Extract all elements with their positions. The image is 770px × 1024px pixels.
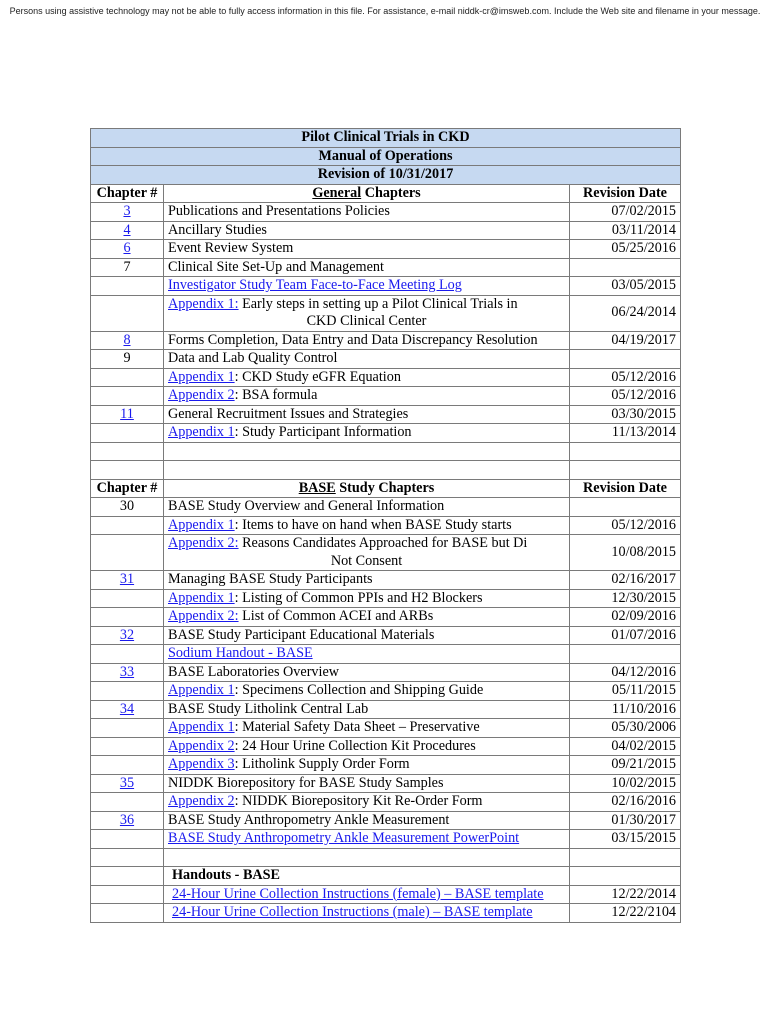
title-text: Reasons Candidates Approached for BASE but Di bbox=[238, 535, 528, 551]
date-text: 05/30/2006 bbox=[611, 719, 677, 735]
date-text: 10/02/2015 bbox=[611, 774, 677, 791]
revision-date bbox=[570, 608, 681, 627]
chapter-cell bbox=[91, 368, 164, 387]
date-text: 02/16/2016 bbox=[611, 793, 677, 809]
revision-date bbox=[570, 904, 681, 923]
table-row bbox=[91, 295, 681, 331]
chapter-cell bbox=[91, 387, 164, 406]
revision-date bbox=[570, 589, 681, 608]
date-text: 03/05/2015 bbox=[611, 277, 677, 293]
date-text: 04/12/2016 bbox=[611, 663, 677, 680]
chapter-number: 9 bbox=[123, 350, 131, 366]
title-cell bbox=[164, 700, 570, 719]
chapter-cell bbox=[91, 498, 164, 517]
date-text: 12/22/2104 bbox=[611, 904, 677, 920]
title-cell bbox=[164, 571, 570, 590]
title-line-2: Manual of Operations bbox=[91, 147, 681, 166]
chapters-table bbox=[90, 128, 681, 923]
document-link[interactable]: Appendix 1 bbox=[168, 516, 235, 533]
table-row bbox=[91, 589, 681, 608]
chapter-cell bbox=[91, 904, 164, 923]
date-text: 11/13/2014 bbox=[611, 424, 677, 440]
table-row bbox=[91, 424, 681, 443]
table-row bbox=[91, 774, 681, 793]
chapter-cell bbox=[91, 535, 164, 571]
revision-date bbox=[570, 221, 681, 240]
title-text: : BSA formula bbox=[234, 387, 318, 403]
base-chapters-header: BASE Study Chapters bbox=[164, 479, 570, 498]
revision-date bbox=[570, 700, 681, 719]
title-cell bbox=[164, 424, 570, 443]
revision-date bbox=[570, 295, 681, 331]
date-text: 05/12/2016 bbox=[611, 516, 677, 533]
date-text: 04/02/2015 bbox=[611, 737, 677, 754]
table-row bbox=[91, 645, 681, 664]
chapter-cell bbox=[91, 258, 164, 277]
title-text: BASE Study Participant Educational Materials bbox=[168, 626, 435, 643]
date-text: 03/30/2015 bbox=[611, 405, 677, 422]
revision-date bbox=[570, 885, 681, 904]
document-link[interactable]: Appendix 1 bbox=[168, 368, 235, 385]
date-text: 03/11/2014 bbox=[611, 221, 677, 238]
title-cell bbox=[164, 626, 570, 645]
chapter-cell bbox=[91, 350, 164, 369]
date-text: 05/12/2016 bbox=[611, 387, 677, 403]
table-row bbox=[91, 793, 681, 812]
chapter-link[interactable]: 8 bbox=[123, 331, 131, 348]
handouts-title: Handouts - BASE bbox=[164, 867, 570, 886]
chapter-cell bbox=[91, 737, 164, 756]
chapter-cell bbox=[91, 626, 164, 645]
title-cell bbox=[164, 350, 570, 369]
date-text: 05/12/2016 bbox=[611, 368, 677, 385]
title-text: General Recruitment Issues and Strategies bbox=[168, 405, 409, 422]
chapter-cell bbox=[91, 885, 164, 904]
table-row bbox=[91, 516, 681, 535]
title-text-continued: Not Consent bbox=[330, 552, 403, 569]
title-cell bbox=[164, 793, 570, 812]
chapter-link[interactable]: 31 bbox=[119, 571, 135, 587]
chapter-link[interactable]: 33 bbox=[119, 663, 135, 680]
table-row bbox=[91, 626, 681, 645]
table-row bbox=[91, 221, 681, 240]
date-text: 07/02/2015 bbox=[611, 203, 677, 219]
document-link[interactable]: Sodium Handout - BASE bbox=[168, 645, 313, 661]
document-link[interactable]: Appendix 1 bbox=[168, 589, 235, 606]
revision-date bbox=[570, 737, 681, 756]
table-row bbox=[91, 387, 681, 406]
table-row bbox=[91, 830, 681, 849]
date-text: 02/16/2017 bbox=[611, 571, 677, 587]
document-link[interactable]: Appendix 2 bbox=[168, 387, 235, 403]
title-cell bbox=[164, 535, 570, 571]
title-text-continued: CKD Clinical Center bbox=[306, 313, 427, 329]
chapter-cell bbox=[91, 608, 164, 627]
title-cell bbox=[164, 811, 570, 830]
title-text: BASE Study Anthropometry Ankle Measurement bbox=[168, 811, 450, 828]
title-text: BASE Study Litholink Central Lab bbox=[168, 700, 369, 717]
chapter-cell bbox=[91, 700, 164, 719]
document-link[interactable]: Appendix 2 bbox=[168, 737, 235, 754]
chapter-link[interactable]: 6 bbox=[123, 240, 131, 256]
title-text: Event Review System bbox=[168, 240, 294, 256]
date-text: 09/21/2015 bbox=[611, 756, 677, 772]
title-text: : Study Participant Information bbox=[234, 424, 412, 440]
chapter-link[interactable]: 34 bbox=[119, 700, 135, 717]
chapter-cell bbox=[91, 295, 164, 331]
title-text: Ancillary Studies bbox=[168, 221, 267, 238]
document-link[interactable]: Appendix 3 bbox=[168, 756, 235, 772]
table-row bbox=[91, 608, 681, 627]
title-text: : Listing of Common PPIs and H2 Blockers bbox=[234, 589, 483, 606]
revision-date bbox=[570, 258, 681, 277]
table-row bbox=[91, 682, 681, 701]
table-row bbox=[91, 571, 681, 590]
title-cell bbox=[164, 589, 570, 608]
chapter-cell bbox=[91, 793, 164, 812]
revision-date bbox=[570, 793, 681, 812]
title-cell bbox=[164, 608, 570, 627]
title-cell bbox=[164, 203, 570, 222]
chapter-cell bbox=[91, 240, 164, 259]
chapter-link[interactable]: 3 bbox=[123, 203, 131, 219]
chapter-cell bbox=[91, 331, 164, 350]
table-row bbox=[91, 350, 681, 369]
chapter-cell bbox=[91, 516, 164, 535]
chapter-cell bbox=[91, 589, 164, 608]
title-text: NIDDK Biorepository for BASE Study Samples bbox=[168, 774, 444, 791]
chapter-cell bbox=[91, 424, 164, 443]
table-row bbox=[91, 498, 681, 517]
document-link[interactable]: Appendix 2 bbox=[168, 793, 235, 809]
title-line-1: Pilot Clinical Trials in CKD bbox=[91, 129, 681, 148]
revision-date bbox=[570, 830, 681, 849]
chapter-col-header: Chapter # bbox=[91, 184, 164, 203]
table-row bbox=[91, 700, 681, 719]
revision-date bbox=[570, 240, 681, 259]
date-text: 05/11/2015 bbox=[611, 682, 677, 698]
title-text: Clinical Site Set-Up and Management bbox=[168, 258, 384, 275]
revision-date bbox=[570, 811, 681, 830]
chapter-cell bbox=[91, 756, 164, 775]
handout-row bbox=[91, 885, 681, 904]
title-text: List of Common ACEI and ARBs bbox=[238, 608, 434, 624]
document-link[interactable]: Investigator Study Team Face-to-Face Meeting Log bbox=[168, 277, 462, 293]
date-text: 01/30/2017 bbox=[611, 811, 677, 828]
revision-date bbox=[570, 756, 681, 775]
title-cell bbox=[164, 258, 570, 277]
date-text: 12/22/2014 bbox=[611, 885, 677, 902]
table-row bbox=[91, 368, 681, 387]
date-text: 11/10/2016 bbox=[611, 700, 677, 717]
spacer-row bbox=[91, 442, 681, 461]
base-header-row bbox=[91, 479, 681, 498]
table-row bbox=[91, 663, 681, 682]
title-text: Early steps in setting up a Pilot Clinical Trials in bbox=[238, 295, 518, 312]
title-cell bbox=[164, 756, 570, 775]
title-cell bbox=[164, 830, 570, 849]
chapter-link[interactable]: 35 bbox=[119, 774, 135, 791]
revision-date-header: Revision Date bbox=[570, 479, 681, 498]
chapter-cell bbox=[91, 682, 164, 701]
table-row bbox=[91, 405, 681, 424]
revision-date bbox=[570, 516, 681, 535]
title-cell bbox=[164, 277, 570, 296]
chapter-cell bbox=[91, 811, 164, 830]
revision-date bbox=[570, 571, 681, 590]
revision-date bbox=[570, 331, 681, 350]
title-cell bbox=[164, 498, 570, 517]
title-cell bbox=[164, 516, 570, 535]
title-text: : Material Safety Data Sheet – Preservative bbox=[234, 719, 480, 735]
chapter-cell bbox=[91, 405, 164, 424]
title-text: : 24 Hour Urine Collection Kit Procedures bbox=[234, 737, 476, 754]
chapter-cell bbox=[91, 663, 164, 682]
chapter-cell bbox=[91, 719, 164, 738]
handouts-header-row bbox=[91, 867, 681, 886]
title-text: : Litholink Supply Order Form bbox=[234, 756, 410, 772]
revision-date bbox=[570, 626, 681, 645]
date-text: 05/25/2016 bbox=[611, 240, 677, 256]
accessibility-notice: Persons using assistive technology may not be able to fully access information in this file. For assistance, e-mail niddk-cr@imsweb.com. Include the Web site and filename in your message. bbox=[9, 6, 761, 16]
title-text: : CKD Study eGFR Equation bbox=[234, 368, 401, 385]
revision-date bbox=[570, 405, 681, 424]
chapter-number: 7 bbox=[123, 258, 131, 275]
document-link[interactable]: Appendix 1 bbox=[168, 424, 235, 440]
title-text: Data and Lab Quality Control bbox=[168, 350, 338, 366]
table-row bbox=[91, 203, 681, 222]
revision-date bbox=[570, 663, 681, 682]
spacer-row bbox=[91, 848, 681, 867]
title-text: BASE Laboratories Overview bbox=[168, 663, 339, 680]
chapter-link[interactable]: 4 bbox=[123, 221, 131, 238]
document-link[interactable]: Appendix 1: bbox=[168, 295, 239, 312]
title-cell bbox=[164, 368, 570, 387]
general-header-row bbox=[91, 184, 681, 203]
chapter-cell bbox=[91, 830, 164, 849]
date-text: 06/24/2014 bbox=[611, 304, 677, 321]
revision-date bbox=[570, 424, 681, 443]
title-cell bbox=[164, 719, 570, 738]
title-cell bbox=[164, 387, 570, 406]
chapter-cell bbox=[91, 277, 164, 296]
title-cell bbox=[164, 774, 570, 793]
revision-date-header: Revision Date bbox=[570, 184, 681, 203]
title-cell bbox=[164, 331, 570, 350]
chapter-link[interactable]: 36 bbox=[119, 811, 135, 828]
revision-date bbox=[570, 535, 681, 571]
title-cell bbox=[164, 737, 570, 756]
revision-date bbox=[570, 682, 681, 701]
title-cell bbox=[164, 682, 570, 701]
spacer-row bbox=[91, 461, 681, 480]
title-text: Forms Completion, Data Entry and Data Discrepancy Resolution bbox=[168, 331, 538, 348]
revision-date bbox=[570, 277, 681, 296]
handout-link[interactable]: 24-Hour Urine Collection Instructions (female) – BASE template bbox=[172, 885, 544, 902]
title-cell bbox=[164, 405, 570, 424]
title-cell bbox=[164, 645, 570, 664]
chapter-cell bbox=[91, 203, 164, 222]
revision-date bbox=[570, 645, 681, 664]
title-cell bbox=[164, 240, 570, 259]
table-row bbox=[91, 737, 681, 756]
table-row bbox=[91, 719, 681, 738]
date-text: 03/15/2015 bbox=[611, 830, 677, 846]
handout-link[interactable]: 24-Hour Urine Collection Instructions (male) – BASE template bbox=[172, 904, 533, 920]
handout-row bbox=[91, 904, 681, 923]
title-text: Managing BASE Study Participants bbox=[168, 571, 373, 587]
table-row bbox=[91, 240, 681, 259]
date-text: 12/30/2015 bbox=[611, 589, 677, 606]
chapter-cell bbox=[91, 774, 164, 793]
title-text: : Items to have on hand when BASE Study starts bbox=[234, 516, 512, 533]
table-row bbox=[91, 277, 681, 296]
chapter-cell bbox=[91, 571, 164, 590]
title-cell bbox=[164, 663, 570, 682]
title-text: : Specimens Collection and Shipping Guide bbox=[234, 682, 484, 698]
date-text: 10/08/2015 bbox=[611, 543, 677, 560]
chapter-link[interactable]: 11 bbox=[120, 405, 134, 422]
date-text: 04/19/2017 bbox=[611, 331, 677, 348]
title-cell bbox=[164, 885, 570, 904]
document-link[interactable]: Appendix 1 bbox=[168, 682, 235, 698]
table-row bbox=[91, 535, 681, 571]
document-link[interactable]: BASE Study Anthropometry Ankle Measurement PowerPoint bbox=[168, 830, 520, 846]
chapter-col-header: Chapter # bbox=[91, 479, 164, 498]
title-text: : NIDDK Biorepository Kit Re-Order Form bbox=[234, 793, 483, 809]
title-cell bbox=[164, 221, 570, 240]
document-link[interactable]: Appendix 1 bbox=[168, 719, 235, 735]
revision-date bbox=[570, 719, 681, 738]
table-row bbox=[91, 756, 681, 775]
revision-date bbox=[570, 203, 681, 222]
chapter-number: 30 bbox=[119, 498, 135, 514]
title-line-3: Revision of 10/31/2017 bbox=[91, 166, 681, 185]
general-chapters-header: General Chapters bbox=[164, 184, 570, 203]
chapter-link[interactable]: 32 bbox=[119, 626, 135, 643]
revision-date bbox=[570, 498, 681, 517]
table-row bbox=[91, 811, 681, 830]
title-cell bbox=[164, 295, 570, 331]
document-link[interactable]: Appendix 2: bbox=[168, 535, 239, 551]
date-text: 02/09/2016 bbox=[611, 608, 677, 624]
revision-date bbox=[570, 774, 681, 793]
date-text: 01/07/2016 bbox=[611, 626, 677, 643]
table-row bbox=[91, 331, 681, 350]
revision-date bbox=[570, 368, 681, 387]
title-cell bbox=[164, 904, 570, 923]
title-text: Publications and Presentations Policies bbox=[168, 203, 390, 219]
title-text: BASE Study Overview and General Information bbox=[168, 498, 445, 514]
revision-date bbox=[570, 387, 681, 406]
chapter-cell bbox=[91, 221, 164, 240]
chapter-cell bbox=[91, 645, 164, 664]
table-row bbox=[91, 258, 681, 277]
revision-date bbox=[570, 350, 681, 369]
document-link[interactable]: Appendix 2: bbox=[168, 608, 239, 624]
